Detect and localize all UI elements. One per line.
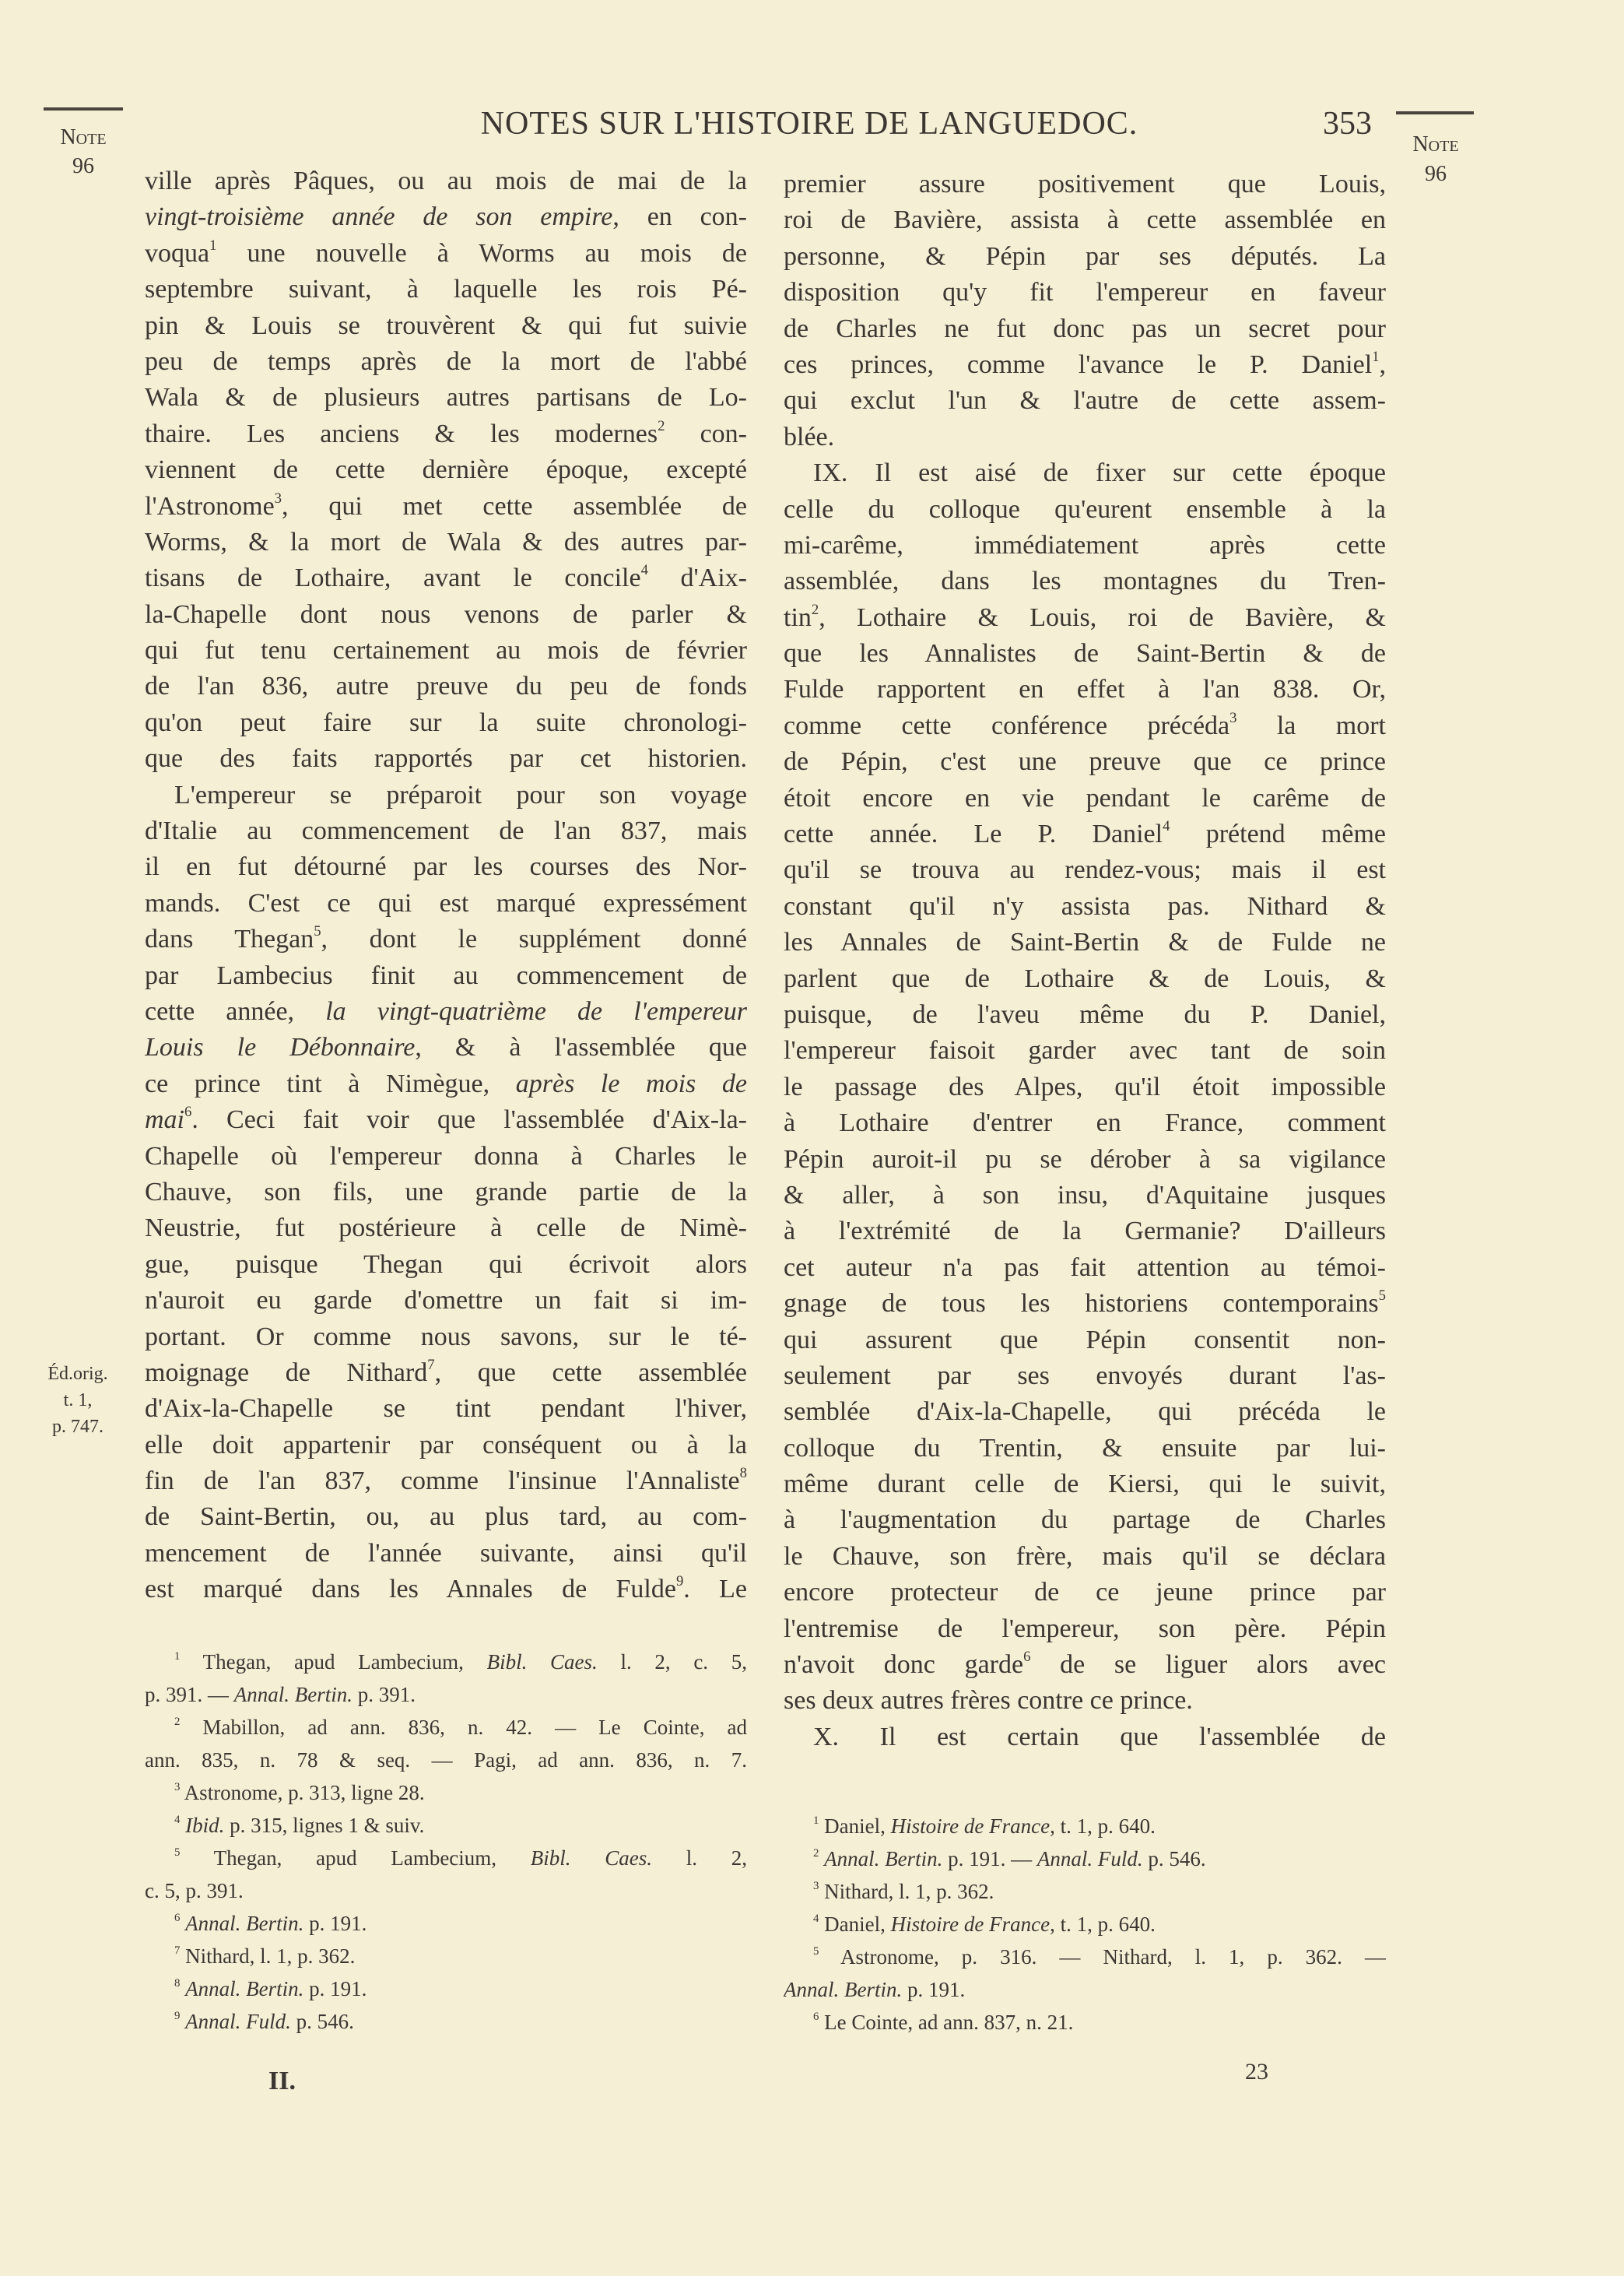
text-line — [784, 564, 1386, 599]
text-run: mencement de l'année suivante, ainsi qu'il — [145, 1538, 747, 1568]
footnote-ref: 4 — [1163, 818, 1170, 835]
text-run: Thegan, apud Lambecium, — [180, 1650, 487, 1674]
footnote-ref: 3 — [274, 490, 282, 507]
text-line — [145, 1536, 747, 1572]
text-line — [145, 416, 747, 452]
text-line — [784, 1539, 1386, 1575]
right-text-column — [784, 167, 1386, 1755]
footnote-ref: 2 — [174, 1716, 181, 1729]
text-line — [784, 1250, 1386, 1286]
text-line — [145, 380, 747, 416]
text-line — [784, 1394, 1386, 1430]
text-run: Nithard, l. 1, p. 362. — [180, 1944, 356, 1968]
footnote-ref: 2 — [813, 1847, 819, 1860]
footnote-ref: 2 — [811, 601, 819, 618]
text-run: Astronome, p. 316. — Nithard, l. 1, p. 362. — — [819, 1945, 1386, 1969]
text-line — [145, 1283, 747, 1319]
text-line — [145, 344, 747, 380]
text-run: cet auteur n'a pas fait attention au témoi- — [784, 1252, 1386, 1282]
text-run: p. 191. — [303, 1977, 367, 2000]
text-run: ce prince tint à Nimègue, — [145, 1069, 516, 1098]
text-line — [145, 705, 747, 741]
text-run: constant qu'il n'y assista pas. Nithard & — [784, 891, 1386, 921]
italic-run: Annal. Bertin. — [784, 1978, 903, 2001]
footnote-ref: 6 — [184, 1104, 192, 1121]
right-note-label: Note — [1412, 132, 1459, 156]
text-run: gue, puisque Thegan qui écrivoit alors — [145, 1249, 747, 1279]
text-run: que les Annalistes de Saint-Bertin & de — [784, 639, 1386, 669]
text-line — [145, 922, 747, 957]
footnote-ref: 6 — [174, 1912, 181, 1925]
text-run: colloque du Trentin, & ensuite par lui- — [784, 1433, 1386, 1463]
text-line — [145, 199, 747, 235]
footnote-ref: 9 — [675, 1573, 684, 1590]
text-run: Daniel, — [819, 1912, 891, 1936]
text-run: que des faits rapportés par cet historien. — [145, 744, 747, 774]
text-line — [145, 813, 747, 849]
text-line — [784, 311, 1386, 347]
text-run: , t. 1, p. 640. — [1050, 1912, 1156, 1936]
signature-mark-right: 23 — [1245, 2059, 1268, 2085]
left-text-column — [145, 163, 747, 1608]
text-line — [784, 600, 1386, 636]
footnote-ref: 3 — [1229, 709, 1237, 726]
text-line — [145, 163, 747, 199]
footnote-ref: 7 — [174, 1944, 181, 1958]
text-run: & aller, à son insu, d'Aquitaine jusques — [784, 1180, 1386, 1210]
text-line — [145, 669, 747, 704]
text-run: voqua — [145, 238, 210, 268]
italic-run: Annal. Bertin. — [185, 1912, 304, 1935]
text-run: , en con- — [612, 202, 747, 232]
text-run: p. 191. — — [942, 1847, 1037, 1870]
text-line — [784, 744, 1386, 780]
text-run: dans Thegan — [145, 925, 314, 954]
text-run: p. 391. — [352, 1683, 416, 1706]
text-line — [145, 886, 747, 922]
text-run: p. 391. — — [145, 1683, 234, 1706]
footnote-line — [784, 2006, 1386, 2039]
text-run: est marqué dans les Annales de Fulde — [145, 1575, 676, 1604]
text-line — [145, 236, 747, 272]
footnote-line — [145, 1678, 747, 1711]
footnote-ref: 6 — [813, 2011, 819, 2024]
text-line — [145, 1175, 747, 1210]
footnote-ref: 5 — [174, 1846, 181, 1860]
text-line — [784, 961, 1386, 997]
footnote-ref: 2 — [658, 417, 665, 434]
footnote-ref: 6 — [1023, 1649, 1031, 1666]
text-run: d'Italie au commencement de l'an 837, mais — [145, 817, 747, 846]
footnote-line — [784, 1842, 1386, 1875]
italic-run: Bibl. Caes. — [530, 1846, 653, 1870]
text-run: n'avoit donc garde — [784, 1650, 1024, 1680]
footnote-line — [145, 1940, 747, 1972]
text-line — [784, 925, 1386, 961]
text-run: ville après Pâques, ou au mois de mai de la — [145, 167, 747, 195]
text-run: l'empereur faisoit garder avec tant de soin — [784, 1036, 1386, 1066]
footnote-ref: 1 — [1372, 349, 1380, 365]
text-run: Nithard, l. 1, p. 362. — [819, 1880, 994, 1903]
text-run: , t. 1, p. 640. — [1050, 1814, 1156, 1838]
text-run: portant. Or comme nous savons, sur le té- — [145, 1322, 747, 1351]
text-run: qui fut tenu certainement au mois de février — [145, 636, 747, 666]
text-run: Mabillon, ad ann. 836, n. 42. — Le Cointe, ad — [180, 1716, 747, 1739]
text-line — [784, 672, 1386, 708]
text-line — [784, 1431, 1386, 1466]
text-run: Chauve, son fils, une grande partie de la — [145, 1177, 747, 1206]
text-line — [784, 636, 1386, 672]
text-line — [145, 778, 747, 813]
text-run: semblée d'Aix-la-Chapelle, qui précéda le — [784, 1397, 1386, 1427]
text-line — [145, 1319, 747, 1355]
text-run: con- — [665, 419, 747, 448]
text-run: qui assurent que Pépin consentit non- — [784, 1325, 1386, 1354]
text-run: IX. Il est aisé de fixer sur cette époque — [813, 458, 1386, 488]
text-line — [145, 1066, 747, 1102]
footnote-line — [145, 1842, 747, 1874]
text-line — [784, 1466, 1386, 1502]
text-line — [145, 525, 747, 560]
text-run: même durant celle de Kiersi, qui le suivit, — [784, 1470, 1386, 1499]
italic-run: Annal. Bertin. — [233, 1683, 353, 1706]
text-run: une nouvelle à Worms au mois de — [216, 238, 747, 268]
text-run: Chapelle où l'empereur donna à Charles le — [145, 1141, 747, 1171]
text-run: pin & Louis se trouvèrent & qui fut suivie — [145, 311, 747, 340]
text-run: thaire. Les anciens & les modernes — [145, 419, 658, 448]
text-line — [784, 1286, 1386, 1322]
text-run: , Lothaire & Louis, roi de Bavière, & — [819, 602, 1386, 632]
text-run: l. 2, c. 5, — [597, 1650, 747, 1674]
text-run: disposition qu'y fit l'empereur en faveur — [784, 278, 1386, 307]
text-run: Thegan, apud Lambecium, — [180, 1846, 531, 1870]
left-note-label: Note — [60, 125, 107, 149]
text-line — [784, 167, 1386, 202]
right-footnotes — [784, 1810, 1386, 2039]
text-run: n'auroit eu garde d'omettre un fait si im- — [145, 1286, 747, 1315]
text-line — [784, 1142, 1386, 1178]
text-run: . Le — [683, 1575, 747, 1604]
footnote-line — [784, 1908, 1386, 1941]
text-line — [145, 1102, 747, 1138]
text-run: tin — [784, 602, 812, 632]
left-footnotes — [145, 1646, 747, 2038]
text-run: p. 191. — [303, 1912, 367, 1935]
text-run: ses deux autres frères contre ce prince. — [784, 1686, 1193, 1716]
text-line — [145, 308, 747, 344]
text-run: L'empereur se préparoit pour son voyage — [174, 780, 747, 810]
text-run: d'Aix-la-Chapelle se tint pendant l'hiver, — [145, 1394, 747, 1424]
text-run: Worms, & la mort de Wala & des autres par- — [145, 527, 747, 557]
italic-run: Annal. Fuld. — [185, 2010, 291, 2033]
text-run: étoit encore en vie pendant le carême de — [784, 783, 1386, 813]
italic-run: Annal. Bertin. — [824, 1847, 943, 1870]
text-line — [784, 852, 1386, 888]
italic-run: Annal. Bertin. — [185, 1977, 304, 2000]
text-run: la-Chapelle dont nous venons de parler & — [145, 599, 747, 629]
footnote-line — [145, 1972, 747, 2005]
text-run: gnage de tous les historiens contemporains — [784, 1289, 1379, 1319]
text-line — [784, 1214, 1386, 1249]
footnote-ref: 5 — [813, 1945, 819, 1958]
text-run: blée. — [784, 422, 835, 451]
text-line — [145, 1030, 747, 1066]
footnote-ref: 3 — [174, 1781, 181, 1794]
edition-reference — [23, 1361, 132, 1440]
text-run: p. 546. — [1142, 1847, 1206, 1870]
footnote-ref: 1 — [813, 1814, 819, 1828]
text-run: l. 2, — [652, 1846, 747, 1870]
footnote-line — [784, 1810, 1386, 1842]
text-line — [784, 1719, 1386, 1755]
text-line — [784, 1105, 1386, 1141]
text-line — [784, 781, 1386, 817]
text-line — [145, 452, 747, 488]
text-line — [145, 1428, 747, 1463]
text-run: peu de temps après de la mort de l'abbé — [145, 346, 747, 376]
text-run: encore protecteur de ce jeune prince par — [784, 1578, 1386, 1607]
text-line — [145, 1463, 747, 1499]
text-line — [145, 1139, 747, 1175]
text-run: elle doit appartenir par conséquent ou à la — [145, 1430, 747, 1459]
text-line — [145, 597, 747, 633]
text-run: cette année, — [145, 996, 326, 1026]
text-line — [784, 1683, 1386, 1719]
text-line — [784, 1178, 1386, 1214]
text-line — [784, 420, 1386, 455]
text-line — [784, 1575, 1386, 1610]
text-run: qui exclut l'un & l'autre de cette assem- — [784, 386, 1386, 416]
text-run: , qui met cette assemblée de — [282, 491, 747, 521]
text-run: qu'il se trouva au rendez-vous; mais il est — [784, 855, 1386, 885]
text-line — [784, 1502, 1386, 1538]
text-run: fin de l'an 837, comme l'insinue l'Annaliste — [145, 1466, 740, 1496]
text-run: p. 546. — [290, 2010, 354, 2033]
text-run: viennent de cette dernière époque, excepté — [145, 455, 747, 485]
text-run: les Annales de Saint-Bertin & de Fulde ne — [784, 928, 1386, 957]
text-run: ces princes, comme l'avance le P. Daniel — [784, 349, 1373, 379]
text-run: le Chauve, son frère, mais qu'il se déclara — [784, 1541, 1386, 1571]
text-line — [145, 560, 747, 596]
text-run: Wala & de plusieurs autres partisans de Lo- — [145, 383, 747, 413]
text-run: de se liguer alors avec — [1030, 1650, 1386, 1680]
footnote-line — [784, 1941, 1386, 1973]
text-run: Daniel, — [819, 1814, 891, 1838]
text-run: Le Cointe, ad ann. 837, n. 21. — [819, 2011, 1074, 2034]
text-line — [145, 741, 747, 777]
text-run: la mort — [1236, 711, 1386, 740]
text-line — [784, 275, 1386, 311]
footnote-line — [784, 1875, 1386, 1908]
text-run: par Lambecius finit au commencement de — [145, 961, 747, 990]
edition-ref-line: t. 1, — [63, 1390, 93, 1410]
italic-run: après le mois de — [515, 1069, 747, 1098]
footnote-ref: 8 — [174, 1977, 181, 1990]
edition-ref-line: p. 747. — [52, 1417, 103, 1437]
text-line — [784, 239, 1386, 275]
footnote-line — [145, 1776, 747, 1809]
text-line — [784, 1070, 1386, 1105]
text-run: d'Aix- — [647, 564, 747, 593]
italic-run: Annal. Fuld. — [1036, 1847, 1143, 1870]
text-run: Fulde rapportent en effet à l'an 838. Or, — [784, 675, 1386, 704]
text-line — [784, 708, 1386, 744]
text-line — [145, 489, 747, 525]
footnote-ref: 1 — [174, 1650, 181, 1663]
text-run: premier assure positivement que Louis, — [784, 170, 1386, 198]
text-line — [784, 347, 1386, 383]
text-run: . Ceci fait voir que l'assemblée d'Aix-la- — [191, 1105, 747, 1135]
text-run: de Pépin, c'est une preuve que ce prince — [784, 747, 1386, 777]
text-line — [784, 1611, 1386, 1647]
footnote-ref: 5 — [1378, 1287, 1386, 1305]
text-run: qu'on peut faire sur la suite chronologi- — [145, 708, 747, 737]
footnote-ref: 3 — [813, 1880, 819, 1893]
footnote-ref: 7 — [427, 1356, 435, 1373]
text-line — [145, 1355, 747, 1391]
footnote-ref: 1 — [209, 237, 217, 254]
text-run: de Saint-Bertin, ou, au plus tard, au com- — [145, 1502, 747, 1532]
text-run: à l'augmentation du partage de Charles — [784, 1505, 1386, 1535]
text-line — [784, 455, 1386, 491]
text-run: mi-carême, immédiatement après cette — [784, 530, 1386, 560]
text-run: roi de Bavière, assista à cette assemblée en — [784, 205, 1386, 235]
text-line — [784, 1647, 1386, 1683]
left-note-number: 96 — [72, 154, 94, 178]
text-line — [784, 817, 1386, 852]
text-run: p. 315, lignes 1 & suiv. — [224, 1814, 425, 1837]
right-note-number: 96 — [1425, 162, 1447, 186]
text-line — [145, 994, 747, 1030]
text-line — [784, 1358, 1386, 1394]
footnote-line — [145, 1809, 747, 1842]
text-run: l'entremise de l'empereur, son père. Pépin — [784, 1614, 1386, 1643]
text-line — [784, 492, 1386, 528]
text-run: puisque, de l'aveu même du P. Daniel, — [784, 999, 1386, 1029]
italic-run: Bibl. Caes. — [486, 1650, 598, 1674]
italic-run: Ibid. — [185, 1814, 225, 1837]
text-run: septembre suivant, à laquelle les rois Pé- — [145, 275, 747, 304]
text-run: prétend même — [1170, 820, 1386, 849]
text-run: moignage de Nithard — [145, 1358, 428, 1387]
text-line — [145, 272, 747, 307]
italic-run: la vingt-quatrième de l'empereur — [325, 996, 747, 1026]
text-line — [784, 1033, 1386, 1069]
text-run: seulement par ses envoyés durant l'as- — [784, 1361, 1386, 1390]
text-line — [784, 528, 1386, 564]
footnote-line — [145, 1874, 747, 1907]
text-run: l'Astronome — [145, 491, 275, 521]
text-run: il en fut détourné par les courses des Nor- — [145, 852, 747, 882]
text-line — [145, 1210, 747, 1246]
text-run: , & à l'assemblée que — [415, 1033, 747, 1062]
text-line — [145, 849, 747, 885]
text-line — [784, 997, 1386, 1033]
text-run: p. 191. — [902, 1978, 966, 2001]
edition-ref-line: Éd.orig. — [47, 1364, 108, 1384]
text-run: mands. C'est ce qui est marqué expressément — [145, 888, 747, 918]
text-run: Pépin auroit-il pu se dérober à sa vigilance — [784, 1144, 1386, 1174]
footnote-ref: 9 — [174, 2010, 181, 2023]
text-run: personne, & Pépin par ses députés. La — [784, 241, 1386, 271]
text-run: cette année. Le P. Daniel — [784, 820, 1163, 849]
left-margin-rule — [44, 107, 123, 111]
signature-mark-left: II. — [268, 2067, 296, 2095]
italic-run: Histoire de France — [890, 1814, 1051, 1838]
text-line — [145, 1391, 747, 1427]
italic-run: Histoire de France — [890, 1912, 1051, 1936]
italic-run: Louis le Débonnaire — [145, 1033, 416, 1062]
footnote-ref: 4 — [813, 1912, 819, 1926]
text-run: , dont le supplément donné — [321, 925, 747, 954]
text-run: X. Il est certain que l'assemblée de — [813, 1722, 1386, 1751]
text-run: assemblée, dans les montagnes du Tren- — [784, 567, 1386, 596]
footnote-ref: 4 — [640, 562, 648, 579]
text-run: de l'an 836, autre preuve du peu de fonds — [145, 672, 747, 701]
text-run: ann. 835, n. 78 & seq. — Pagi, ad ann. 836, n. 7. — [145, 1748, 747, 1772]
footnote-ref: 8 — [739, 1465, 747, 1482]
footnote-ref: 4 — [174, 1814, 181, 1827]
text-run: à l'extrémité de la Germanie? D'ailleurs — [784, 1217, 1386, 1246]
text-line — [145, 1247, 747, 1283]
text-run: c. 5, p. 391. — [145, 1879, 244, 1902]
text-run: de Charles ne fut donc pas un secret pour — [784, 314, 1386, 343]
right-margin-rule — [1396, 111, 1474, 114]
text-run: , — [1379, 349, 1386, 379]
footnote-line — [145, 1907, 747, 1940]
footnote-line — [145, 1646, 747, 1678]
text-line — [784, 1322, 1386, 1358]
footnote-line — [145, 1744, 747, 1776]
footnote-line — [145, 2005, 747, 2038]
text-run: , que cette assemblée — [434, 1358, 747, 1387]
footnote-line — [784, 1973, 1386, 2006]
text-run: comme cette conférence précéda — [784, 711, 1230, 740]
footnote-ref: 5 — [314, 923, 321, 940]
text-run: le passage des Alpes, qu'il étoit impossible — [784, 1072, 1386, 1101]
italic-run: mai — [145, 1105, 184, 1135]
text-run: tisans de Lothaire, avant le concile — [145, 564, 641, 593]
text-run: à Lothaire d'entrer en France, comment — [784, 1108, 1386, 1138]
text-run: parlent que de Lothaire & de Louis, & — [784, 964, 1386, 993]
text-line — [145, 1499, 747, 1535]
italic-run: vingt-troisième année de son empire — [145, 202, 613, 232]
text-line — [145, 958, 747, 994]
text-run: Neustrie, fut postérieure à celle de Nimè- — [145, 1214, 747, 1243]
text-run: Astronome, p. 313, ligne 28. — [180, 1781, 425, 1804]
text-line — [784, 202, 1386, 238]
page-number: 353 — [1323, 106, 1372, 142]
text-line — [784, 383, 1386, 419]
text-run: celle du colloque qu'eurent ensemble à la — [784, 494, 1386, 524]
text-line — [145, 633, 747, 669]
footnote-line — [145, 1711, 747, 1744]
text-line — [784, 889, 1386, 925]
running-header: NOTES SUR L'HISTOIRE DE LANGUEDOC. — [480, 106, 1138, 142]
text-line — [145, 1572, 747, 1607]
